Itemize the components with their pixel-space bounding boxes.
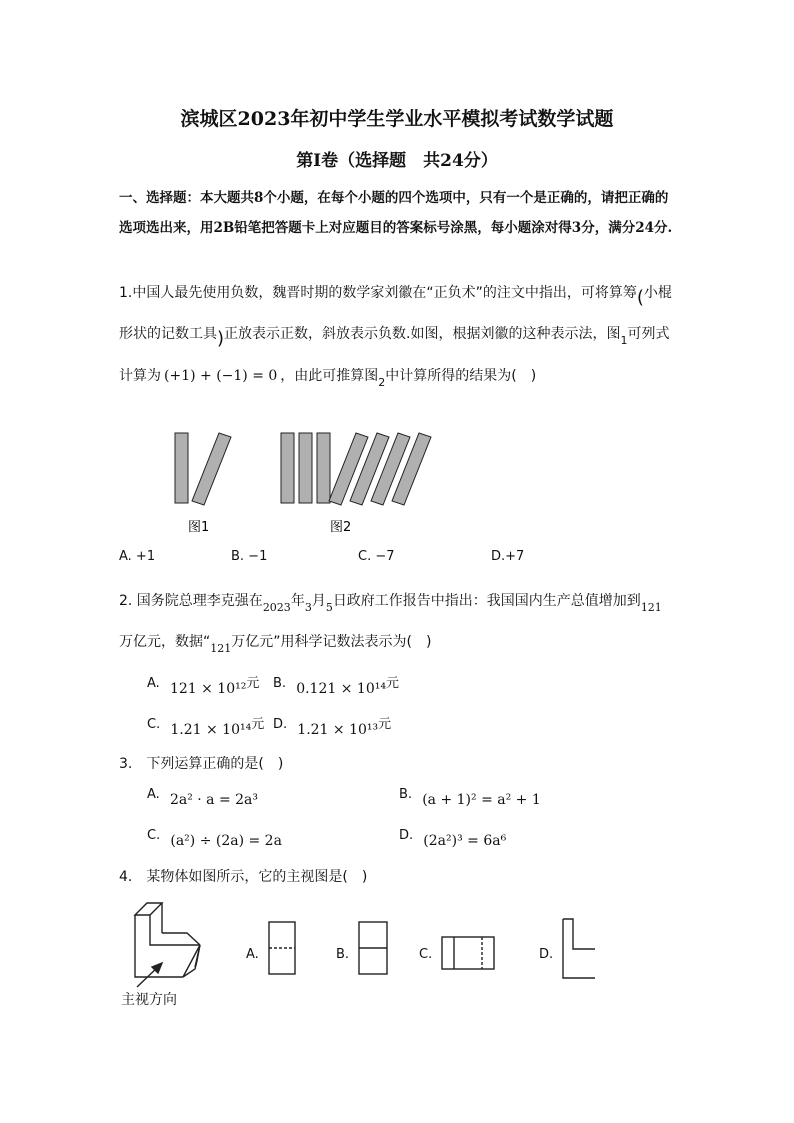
option-math: (2a²)³ = 6a⁶ [423,833,507,849]
option-label: B. [273,676,287,691]
q1-text: 正放表示正数，斜放表示负数.如图，根据刘徽的这种表示法，图 [224,326,621,342]
option-label: C. [147,828,161,843]
section-instructions: 一、选择题：本大题共8个小题，在每个小题的四个选项中，只有一个是正确的，请把正确的选项选出来，用2B铅笔把答题卡上对应题目的答案标号涂黑，每小题涂对得3分，满分24分. [119,190,673,236]
option-math: 121 × 10¹² [169,681,247,697]
q1-text: 小棍 [643,285,672,301]
exam-title: 滨城区2023年初中学生学业水平模拟考试数学试题 [180,108,614,130]
object-3d [135,903,200,977]
q2-option-d[interactable] [273,713,392,738]
q2-line1 [119,590,662,614]
option-math: 1.21 × 10¹⁴ [170,722,252,738]
q2-number: 2023 [262,601,291,614]
q3-option-b[interactable] [399,786,541,808]
option-label: B. [399,787,413,802]
q3-option-a[interactable] [147,786,258,808]
q4-option-c-figure [442,937,494,969]
q1-equation: (+1) + (−1) = 0 [164,368,278,384]
section-heading: 第Ⅰ卷（选择题 共24分） [296,151,498,171]
option-math: 2a² · a = 2a³ [169,792,258,808]
q4-option-a-figure [269,922,295,974]
q2-option-a[interactable] [147,672,260,697]
option-label: A. [147,676,160,691]
q1-figure [160,425,460,545]
view-direction-arrow [137,963,162,987]
q3-option-d[interactable] [399,827,507,849]
q3-option-c[interactable] [147,827,282,849]
q2-line2 [119,631,432,655]
q1-option-d[interactable]: D.+7 [491,549,525,564]
q1-text: 形状的记数工具 [119,326,217,342]
fig2-caption: 图2 [330,520,352,535]
option-unit: 元 [385,676,399,691]
view-direction-label: 主视方向 [121,992,177,1008]
q1-fig-number: 2 [378,376,386,389]
option-math: (a²) ÷ (2a) = 2a [170,833,282,849]
q4-option-a[interactable]: A. [246,947,259,962]
q1-option-a[interactable]: A. +1 [119,549,156,564]
option-unit: 元 [378,717,392,732]
q1-text: ，由此可推算图 [280,368,379,384]
q2-text: 月 [311,593,326,609]
q2-text: 年 [290,593,305,609]
option-unit: 元 [246,676,260,691]
option-label: A. [147,787,160,802]
q2-number: 121 [640,601,662,614]
q2-text: 日政府工作报告中指出：我国国内生产总值增加到 [332,593,641,609]
option-unit: 元 [251,717,265,732]
q2-text: 2. 国务院总理李克强在 [119,593,263,609]
q1-fig-number: 1 [620,334,628,347]
option-label: D. [273,717,288,732]
q2-option-b[interactable] [273,672,399,697]
q2-text: 万亿元”用科学记数法表示为( ) [231,634,432,650]
q1-line3 [119,365,537,389]
option-label: C. [147,717,161,732]
q4-stem: 4. 某物体如图所示，它的主视图是( ) [119,869,368,885]
q1-paren-close: ) [217,328,225,349]
q2-text: 万亿元，数据“ [119,634,211,650]
q1-text: 中计算所得的结果为( ) [385,368,537,384]
q4-option-d-figure [563,919,595,978]
rod-upright [281,433,294,503]
q4-option-d[interactable]: D. [539,947,554,962]
q3-stem: 3. 下列运算正确的是( ) [119,756,284,772]
option-math: 0.121 × 10¹⁴ [296,681,386,697]
q1-line2 [119,322,670,349]
q4-option-c[interactable]: C. [419,947,433,962]
option-label: D. [399,828,414,843]
q2-option-c[interactable] [147,713,265,738]
rod-slanted [192,433,231,505]
q1-text: 可列式 [627,326,670,342]
q2-number: 3 [304,601,312,614]
rod-upright [317,433,330,503]
q4-figure [115,895,595,1015]
q1-text: 1.中国人最先使用负数，魏晋时期的数学家刘徽在“正负术”的注文中指出，可将算筹 [119,285,637,301]
q1-option-c[interactable]: C. −7 [358,549,395,564]
q4-option-b[interactable]: B. [336,947,350,962]
q1-text: 计算为 [119,368,161,384]
q1-option-b[interactable]: B. −1 [231,549,268,564]
q1-line1 [119,281,672,308]
option-math: 1.21 × 10¹³ [297,722,379,738]
rod-upright [299,433,312,503]
q2-number: 5 [325,601,333,614]
option-math: (a + 1)² = a² + 1 [422,792,541,808]
fig1-caption: 图1 [188,520,210,535]
rod-upright [175,433,188,503]
q2-number: 121 [210,642,232,655]
q1-paren-open: ( [636,287,644,308]
q4-option-b-figure [359,922,387,974]
